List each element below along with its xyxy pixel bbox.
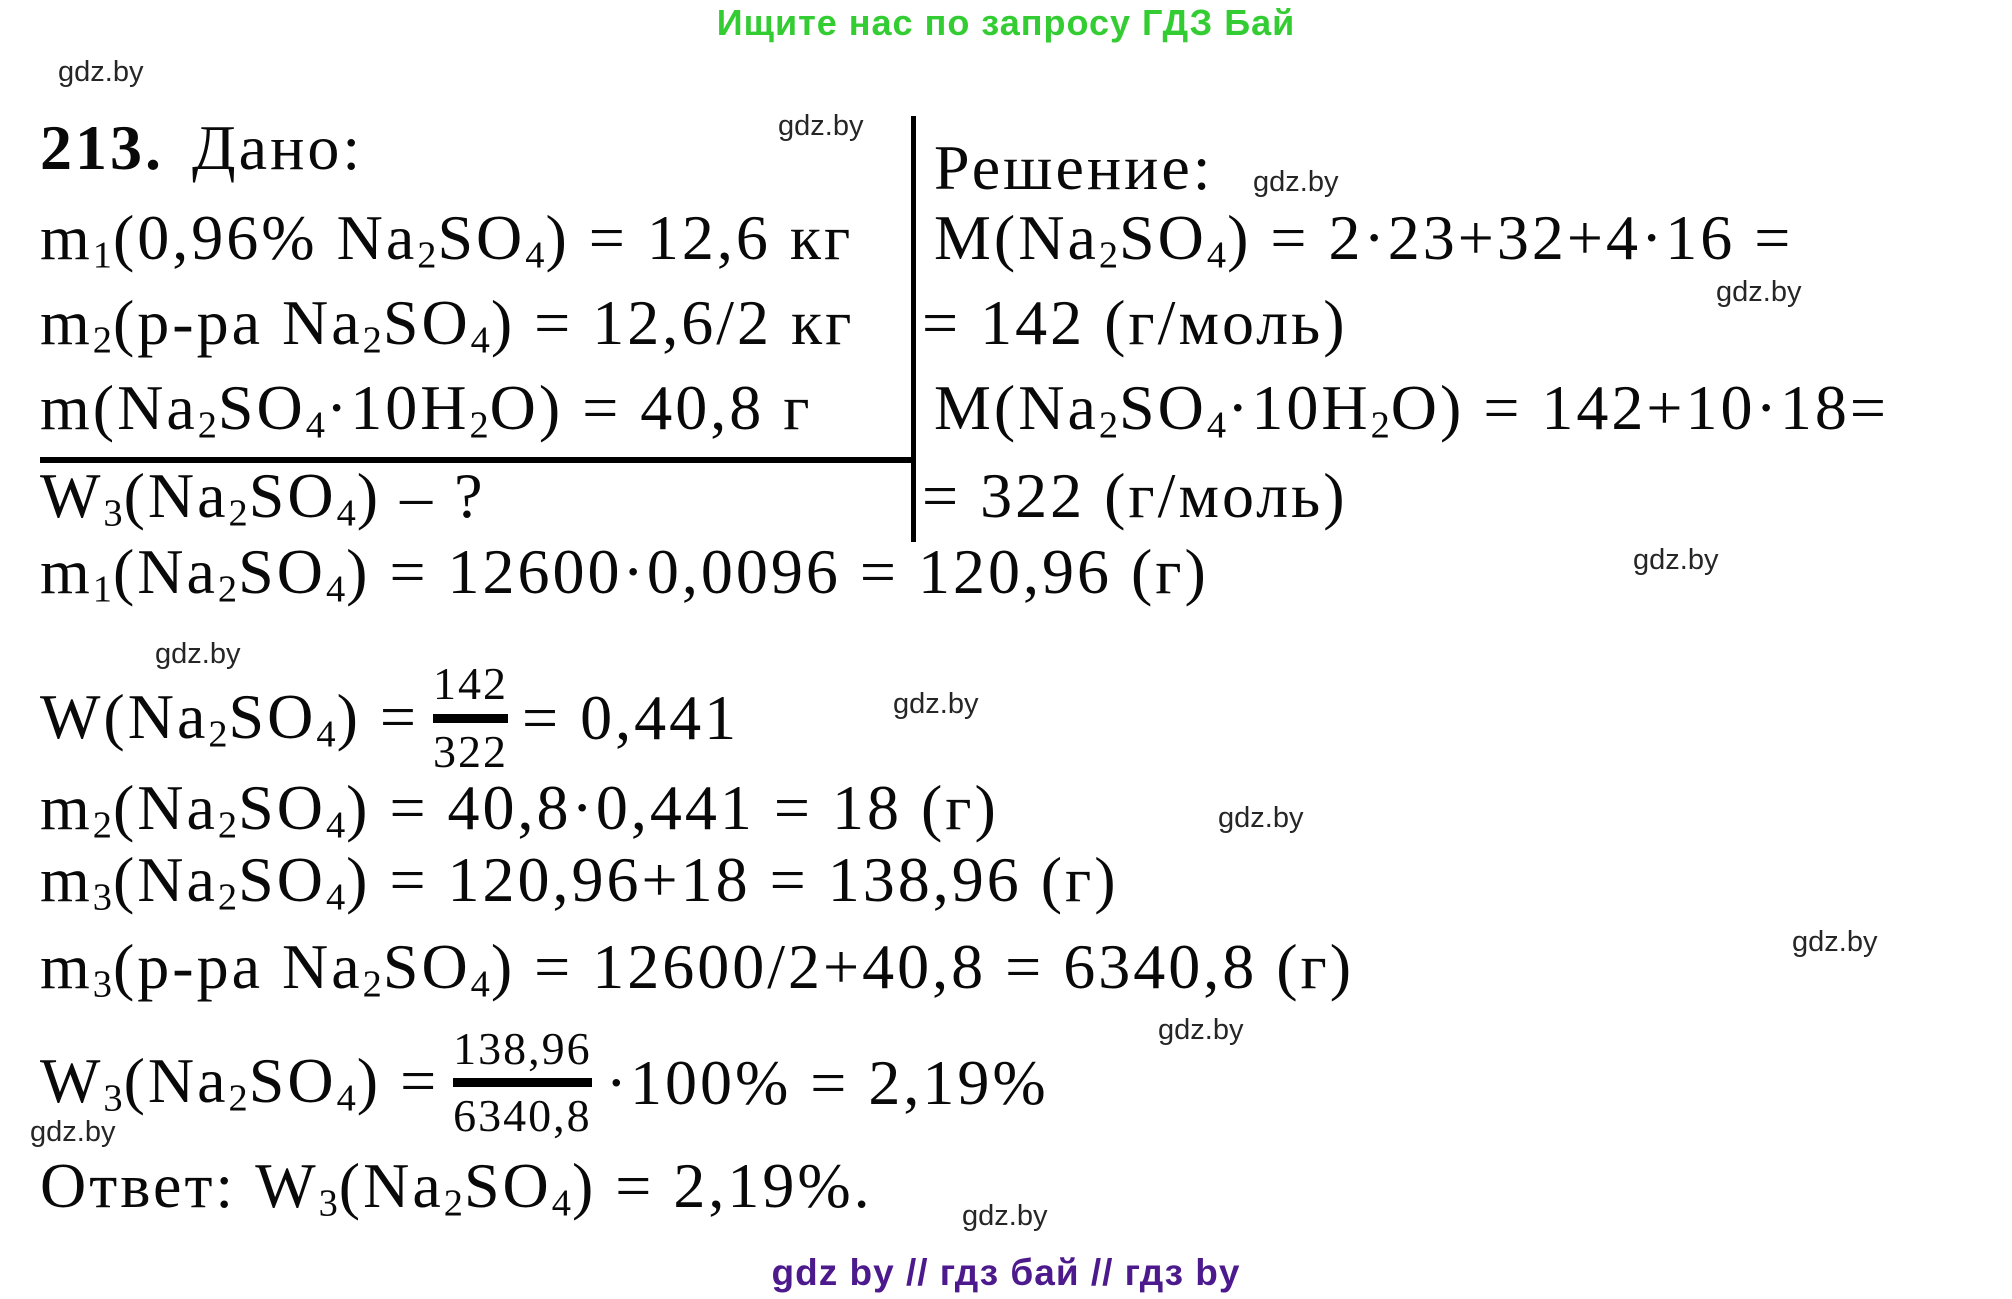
numerator: 142 <box>432 658 508 710</box>
given-line: $m(Na_2SO_4\cdot 10H_2O) = 40,8$ г <box>40 372 813 447</box>
fraction-suffix: = 0,441 <box>521 682 740 753</box>
gdz-watermark: gdz.by <box>1716 276 1802 308</box>
gdz-watermark: gdz.by <box>155 638 241 670</box>
fraction <box>433 660 508 776</box>
given-find-line: $W_3(Na_2SO_4)$ – ? <box>40 460 486 535</box>
column-divider <box>911 116 916 542</box>
gdz-watermark: gdz.by <box>1633 544 1719 576</box>
footer-links: gdz by // гдз бай // гдз by <box>771 1252 1241 1293</box>
gdz-watermark: gdz.by <box>58 56 144 88</box>
gdz-watermark: gdz.by <box>962 1200 1048 1232</box>
gdz-watermark: gdz.by <box>1792 926 1878 958</box>
solution-label: Решение: <box>934 132 1214 203</box>
step-fraction-line <box>40 1015 1049 1150</box>
step-line: $m_1(Na_2SO_4) = 12600\cdot 0,0096 = 120,96$ (г) <box>40 536 1209 611</box>
solution-line: $M(Na_2SO_4\cdot 10H_2O) = 142+10\cdot 18=$ <box>934 372 1889 447</box>
numerator: 138,96 <box>453 1022 592 1074</box>
step-fraction-line <box>40 648 739 788</box>
gdz-watermark: gdz.by <box>1158 1014 1244 1046</box>
step-line: $m_3(Na_2SO_4) = 120,96+18 = 138,96$ (г) <box>40 844 1119 919</box>
fraction-bar <box>433 714 508 723</box>
fraction <box>453 1022 592 1141</box>
solution-line: = 322 (г/моль) <box>922 460 1348 531</box>
fraction-bar <box>453 1078 592 1087</box>
fraction-prefix: $W_3(Na_2SO_4)$ = <box>40 1045 440 1120</box>
denominator: 6340,8 <box>453 1090 592 1141</box>
answer-line: Ответ: $W_3(Na_2SO_4) = 2,19\%$. <box>40 1150 873 1225</box>
gdz-watermark: gdz.by <box>30 1116 116 1148</box>
fraction-prefix: $W(Na_2SO_4)$ = <box>40 680 419 756</box>
fraction-suffix: ·100% = 2,19% <box>605 1046 1049 1118</box>
given-line: $m_2(р-ра$ $Na_2SO_4) = 12,6/2$ кг <box>40 287 855 362</box>
given-line: $m_1(0,96\%$ $Na_2SO_4) = 12,6$ кг <box>40 202 854 277</box>
solution-line: = 142 (г/моль) <box>922 287 1348 358</box>
gdz-watermark: gdz.by <box>778 110 864 142</box>
solution-line: $M(Na_2SO_4) = 2\cdot 23+32+4\cdot 16$ = <box>934 202 1794 277</box>
given-label: Дано: <box>192 112 364 183</box>
denominator: 322 <box>432 725 508 777</box>
given-header <box>40 112 363 184</box>
gdz-watermark: gdz.by <box>893 688 979 720</box>
gdz-watermark: gdz.by <box>1218 802 1304 834</box>
gdz-watermark: gdz.by <box>1253 166 1339 198</box>
step-line: $m_3(р-ра$ $Na_2SO_4) = 12600/2+40,8 = 6340,8$ (г) <box>40 931 1355 1006</box>
step-line: $m_2(Na_2SO_4) = 40,8\cdot 0,441 = 18$ (г) <box>40 772 999 847</box>
problem-number: 213. <box>40 112 164 183</box>
site-banner: Ищите нас по запросу ГДЗ Бай <box>716 2 1296 43</box>
